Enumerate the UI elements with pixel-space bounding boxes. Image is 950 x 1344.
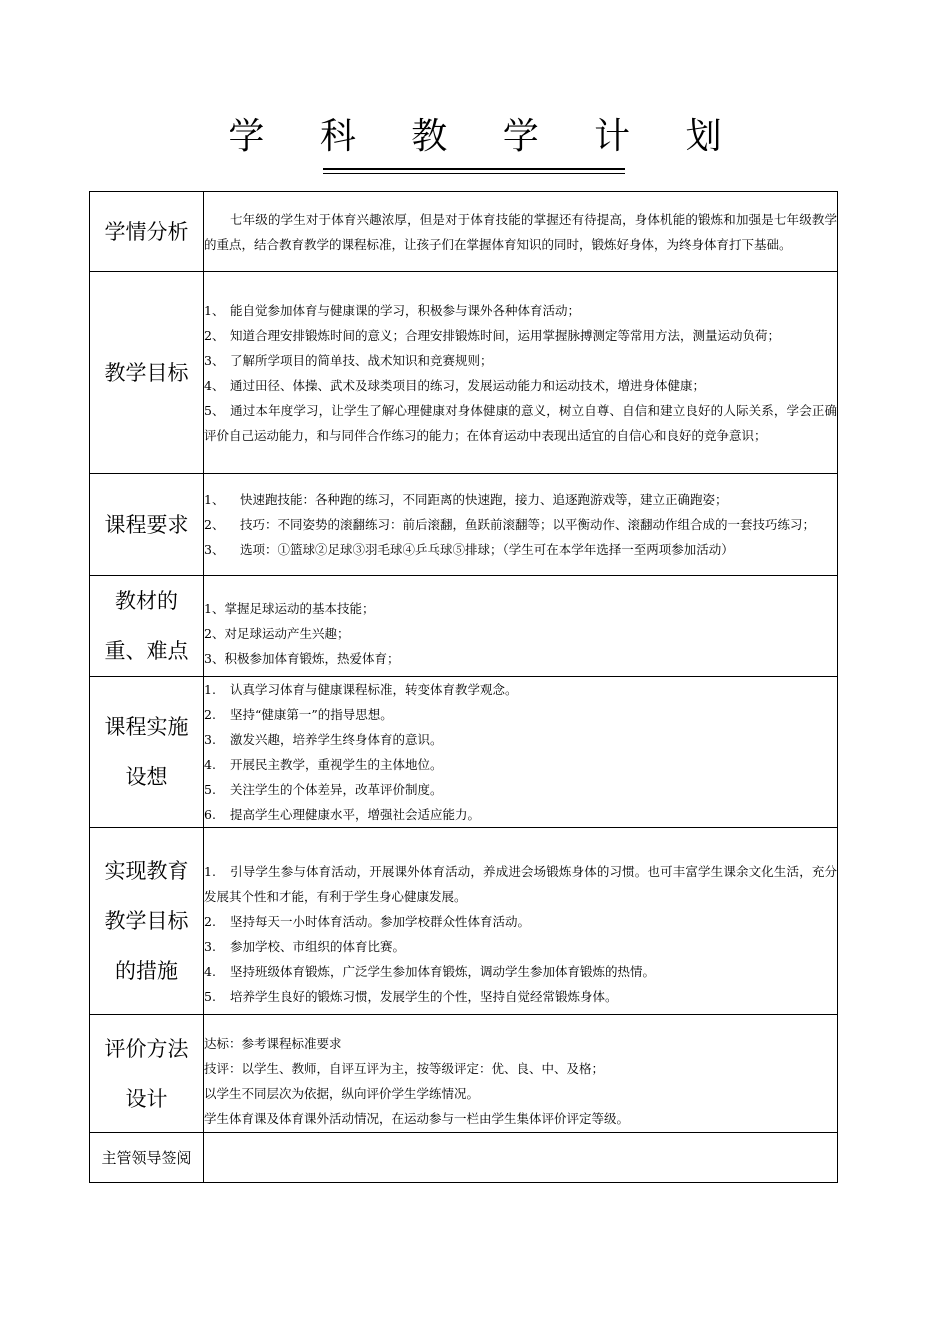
list-item xyxy=(204,777,837,802)
list-item xyxy=(204,802,837,827)
list-item-text: 通过本年度学习，让学生了解心理健康对身体健康的意义，树立自尊、自信和建立良好的人际关系，学会正确评价自己运动能力，和与同伴合作练习的能力；在体育运动中表现出适宜的自信心和良好的竞争意识； xyxy=(204,402,837,443)
list-item-text: 培养学生良好的锻炼习惯，发展学生的个性，坚持自觉经常锻炼身体。 xyxy=(230,989,618,1004)
list-item xyxy=(204,512,837,537)
list-item: 以学生不同层次为依据，纵向评价学生学练情况。 xyxy=(204,1085,480,1101)
label-analysis: 学情分析 xyxy=(90,192,204,272)
list-item xyxy=(204,323,837,348)
list-item-text: 技巧：不同姿势的滚翻练习：前后滚翻，鱼跃前滚翻等；以平衡动作、滚翻动作组合成的一套技巧练习； xyxy=(240,517,816,532)
table-row-key-points xyxy=(90,576,838,677)
label-goals: 教学目标 xyxy=(90,272,204,474)
teaching-plan-table xyxy=(89,191,838,1183)
label-key-points xyxy=(90,576,204,677)
list-item xyxy=(204,398,837,448)
list-item-text: 关注学生的个体差异，改革评价制度。 xyxy=(230,782,443,797)
list-item-number: 1、 xyxy=(204,492,225,507)
label-line: 教学目标 xyxy=(104,909,189,933)
list-item-text: 知道合理安排锻炼时间的意义；合理安排锻炼时间，运用掌握脉搏测定等常用方法，测量运动负荷； xyxy=(230,327,781,343)
list-item xyxy=(204,984,837,1009)
analysis-content xyxy=(204,192,838,272)
list-item: 1、掌握足球运动的基本技能； xyxy=(204,600,375,616)
list-item-number: 3. xyxy=(204,732,216,747)
list-item xyxy=(204,537,837,562)
list-item: 2、对足球运动产生兴趣； xyxy=(204,625,350,641)
label-line: 设想 xyxy=(125,765,168,789)
implementation-content xyxy=(204,677,838,828)
list-item xyxy=(204,727,837,752)
list-item-text: 能自觉参加体育与健康课的学习，积极参与课外各种体育活动； xyxy=(230,302,581,318)
list-item-number: 3. xyxy=(204,939,216,954)
list-item: 3、积极参加体育锻炼，热爱体育； xyxy=(204,650,400,666)
evaluation-content xyxy=(204,1015,838,1133)
analysis-text: 七年级的学生对于体育兴趣浓厚，但是对于体育技能的掌握还有待提高，身体机能的锻炼和加强是七年级教学的重点，结合教育教学的课程标准，让孩子们在掌握体育知识的同时，锻炼好身体，为终身体育打下基础。 xyxy=(204,211,837,252)
label-measures xyxy=(90,828,204,1015)
goals-content xyxy=(204,272,838,474)
title-underline-thick xyxy=(323,168,625,170)
requirements-content xyxy=(204,474,838,576)
list-item xyxy=(204,959,837,984)
list-item xyxy=(204,373,837,398)
label-line: 实现教育 xyxy=(104,859,189,883)
table-row-goals xyxy=(90,272,838,474)
list-item-text: 坚持“健康第一”的指导思想。 xyxy=(230,707,393,722)
list-item: 技评：以学生、教师，自评互评为主，按等级评定：优、良、中、及格； xyxy=(204,1060,605,1076)
list-item: 学生体育课及体育课外活动情况，在运动参与一栏由学生集体评价评定等级。 xyxy=(204,1110,630,1126)
label-line: 重、难点 xyxy=(104,639,189,663)
list-item-number: 2、 xyxy=(204,327,225,343)
label-line: 的措施 xyxy=(115,959,178,983)
table-row-analysis xyxy=(90,192,838,272)
measures-content xyxy=(204,828,838,1015)
list-item-number: 5. xyxy=(204,989,216,1004)
list-item-text: 引导学生参与体育活动，开展课外体育活动，养成进会场锻炼身体的习惯。也可丰富学生课余文化生活，充分发展其个性和才能，有利于学生身心健康发展。 xyxy=(204,864,837,904)
table-row-evaluation xyxy=(90,1015,838,1133)
list-item-number: 2. xyxy=(204,914,216,929)
list-item xyxy=(204,487,837,512)
signoff-field[interactable] xyxy=(204,1133,838,1183)
table-row-requirements xyxy=(90,474,838,576)
label-evaluation xyxy=(90,1015,204,1133)
list-item-number: 4、 xyxy=(204,377,225,393)
list-item-text: 认真学习体育与健康课程标准，转变体育教学观念。 xyxy=(230,682,518,697)
list-item-text: 参加学校、市组织的体育比赛。 xyxy=(230,939,406,954)
list-item-text: 了解所学项目的简单技、战术知识和竞赛规则； xyxy=(230,352,493,368)
list-item-number: 4. xyxy=(204,964,216,979)
list-item-text: 提高学生心理健康水平，增强社会适应能力。 xyxy=(230,807,481,822)
list-item: 达标：参考课程标准要求 xyxy=(204,1035,342,1051)
list-item-text: 开展民主教学，重视学生的主体地位。 xyxy=(230,757,443,772)
key-points-content xyxy=(204,576,838,677)
list-item-number: 1. xyxy=(204,682,216,697)
list-item xyxy=(204,752,837,777)
list-item xyxy=(204,859,837,909)
table-row-implementation xyxy=(90,677,838,828)
table-row-signoff xyxy=(90,1133,838,1183)
list-item xyxy=(204,702,837,727)
label-implementation xyxy=(90,677,204,828)
list-item-number: 1. xyxy=(204,864,216,879)
list-item-number: 6. xyxy=(204,807,216,822)
list-item-text: 快速跑技能：各种跑的练习，不同距离的快速跑，接力、追逐跑游戏等，建立正确跑姿； xyxy=(240,492,728,507)
list-item-number: 3、 xyxy=(204,542,225,557)
label-line: 评价方法 xyxy=(104,1036,189,1061)
label-line: 设计 xyxy=(125,1086,168,1111)
list-item-number: 1、 xyxy=(204,302,225,318)
label-requirements: 课程要求 xyxy=(90,474,204,576)
title-underline-thin xyxy=(323,173,625,174)
list-item-number: 3、 xyxy=(204,352,225,368)
list-item-number: 5、 xyxy=(204,402,225,418)
list-item-number: 2. xyxy=(204,707,216,722)
list-item-number: 5. xyxy=(204,782,216,797)
label-line: 教材的 xyxy=(115,589,178,613)
list-item xyxy=(204,348,837,373)
list-item-text: 坚持每天一小时体育活动。参加学校群众性体育活动。 xyxy=(230,914,531,929)
list-item xyxy=(204,677,837,702)
list-item xyxy=(204,298,837,323)
table-row-measures xyxy=(90,828,838,1015)
list-item-number: 4. xyxy=(204,757,216,772)
label-line: 课程实施 xyxy=(104,715,189,739)
label-signoff: 主管领导签阅 xyxy=(90,1133,204,1183)
list-item-text: 激发兴趣，培养学生终身体育的意识。 xyxy=(230,732,443,747)
list-item-text: 选项：①篮球②足球③羽毛球④乒乓球⑤排球；（学生可在本学年选择一至两项参加活动） xyxy=(240,542,734,557)
list-item-text: 坚持班级体育锻炼，广泛学生参加体育锻炼，调动学生参加体育锻炼的热情。 xyxy=(230,964,656,979)
list-item xyxy=(204,909,837,934)
list-item xyxy=(204,934,837,959)
page-title: 学 科 教 学 计 划 xyxy=(228,116,744,157)
list-item-text: 通过田径、体操、武术及球类项目的练习，发展运动能力和运动技术，增进身体健康； xyxy=(230,377,706,393)
list-item-number: 2、 xyxy=(204,517,225,532)
